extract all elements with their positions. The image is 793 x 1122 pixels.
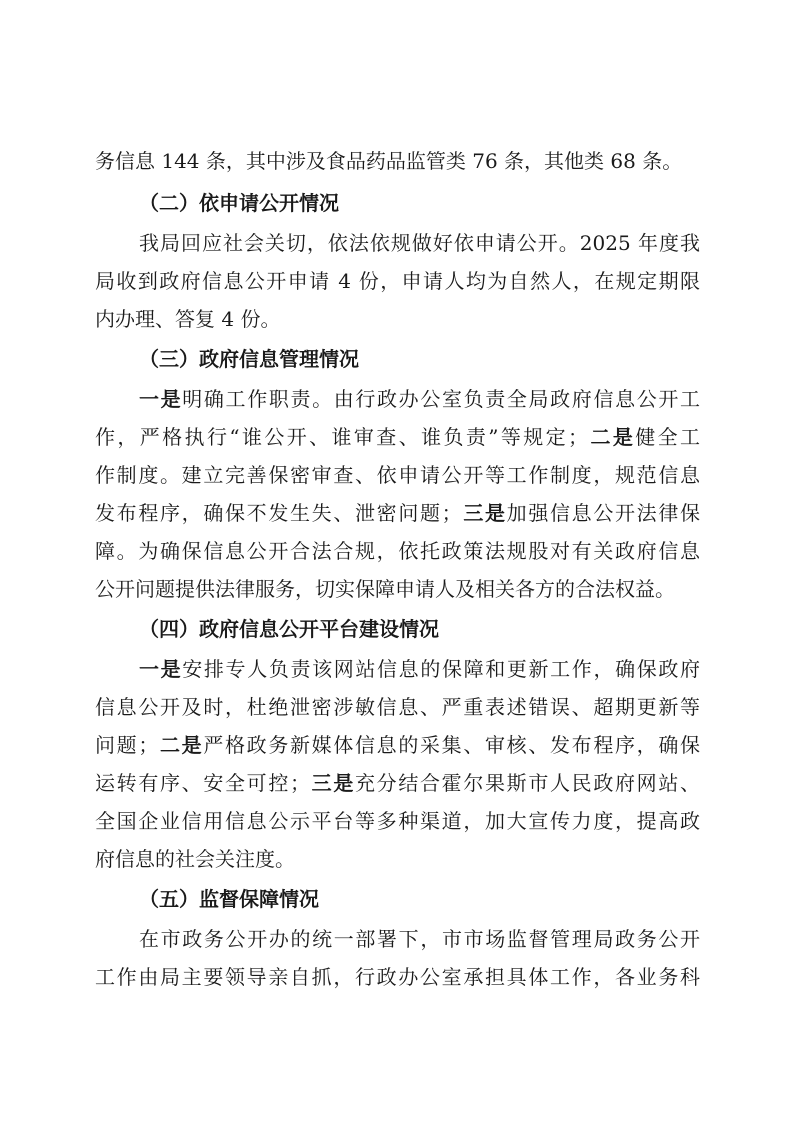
text: 作，严格执行“谁公开、谁审查、谁负责”等规定； [95,425,589,449]
bold-third: 三是 [461,501,507,525]
text: 安排专人负责该网站信息的保障和更新工作，确保政府 [182,657,701,681]
bold-first: 一是 [139,657,183,681]
bold-second: 二是 [158,733,204,757]
paragraph-management-line-4 [95,498,700,528]
heading-supervision: （五）监督保障情况 [139,887,319,911]
bold-first: 一是 [139,387,183,411]
paragraph-on-request-line-1: 我局回应社会关切，依法依规做好依申请公开。2025 年度我 [139,231,700,255]
text: 健全工 [635,425,700,449]
paragraph-platform-line-2: 信息公开及时，杜绝泄密涉敏信息、严重表述错误、超期更新等 [95,695,700,719]
paragraph-platform-line-6: 府信息的社会关注度。 [95,847,295,871]
paragraph-supervision-line-2: 工作由局主要领导亲自抓，行政办公室承担具体工作，各业务科 [95,965,700,989]
paragraph-supervision-line-1: 在市政务公开办的统一部署下，市市场监督管理局政务公开 [139,927,700,951]
paragraph-platform-line-1 [139,654,700,684]
heading-on-request-disclosure: （二）依申请公开情况 [139,191,339,215]
heading-platform-construction: （四）政府信息公开平台建设情况 [139,617,439,641]
text: 问题； [95,733,159,757]
bold-third: 三是 [310,771,355,795]
paragraph-on-request-line-2: 局收到政府信息公开申请 4 份，申请人均为自然人，在规定期限 [95,269,700,293]
text: 发布程序，确保不发生失、泄密问题； [95,501,462,525]
text: 充分结合霍尔果斯市人民政府网站、 [355,771,700,795]
paragraph-management-line-1 [139,384,700,414]
paragraph-platform-line-5: 全国企业信用信息公示平台等多种渠道，加大宣传力度，提高政 [95,809,700,833]
paragraph-info-count-line-1: 务信息 144 条，其中涉及食品药品监管类 76 条，其他类 68 条。 [95,149,683,173]
paragraph-management-line-3: 作制度。建立完善保密审查、依申请公开等工作制度，规范信息 [95,463,700,487]
paragraph-management-line-6: 公开问题提供法律服务，切实保障申请人及相关各方的合法权益。 [95,577,675,601]
paragraph-platform-line-3 [95,730,700,760]
text: 严格政务新媒体信息的采集、审核、发布程序，确保 [203,733,701,757]
bold-second: 二是 [588,425,636,449]
text: 明确工作职责。由行政办公室负责全局政府信息公开工 [182,387,701,411]
paragraph-platform-line-4 [95,768,700,798]
text: 运转有序、安全可控； [95,771,310,795]
paragraph-management-line-5: 障。为确保信息公开合法合规，依托政策法规股对有关政府信息 [95,539,700,563]
heading-info-management: （三）政府信息管理情况 [139,347,359,371]
paragraph-on-request-line-3: 内办理、答复 4 份。 [95,307,281,331]
paragraph-management-line-2 [95,422,700,452]
text: 加强信息公开法律保 [506,501,701,525]
